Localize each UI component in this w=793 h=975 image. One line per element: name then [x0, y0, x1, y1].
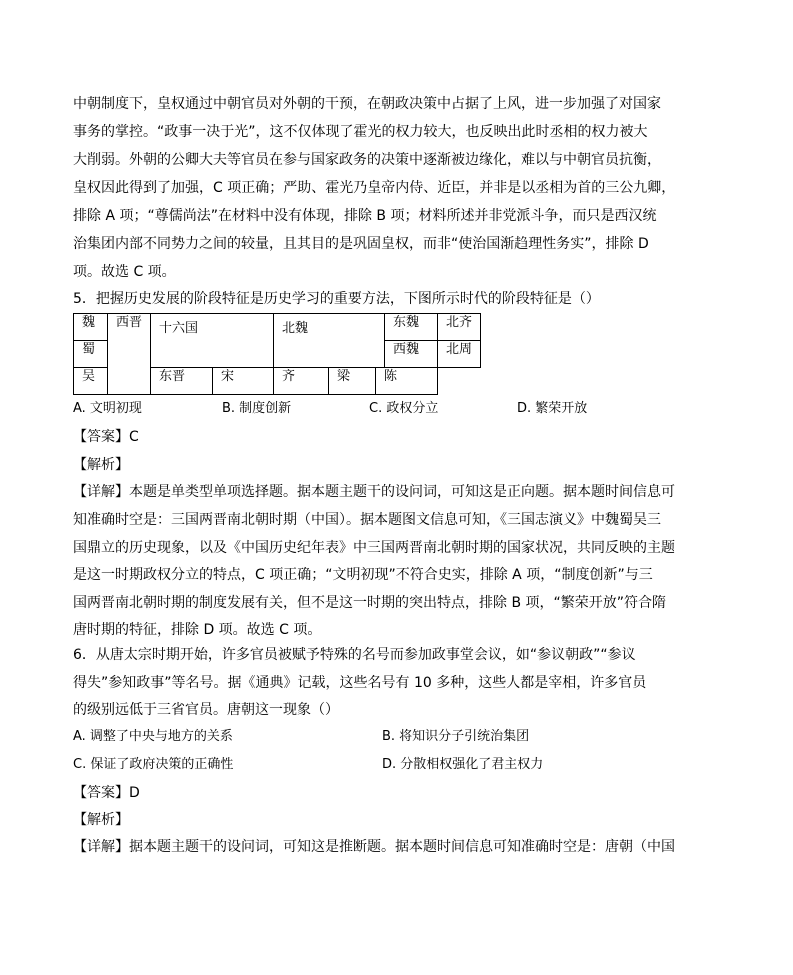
text-line: 知准确时空是：三国两晋南北朝时期（中国）。据本题图文信息可知，《三国志演义》中魏蜀吴三 [73, 512, 661, 528]
cell-xijin: 西晋 [108, 314, 151, 395]
option-a: A. 调整了中央与地方的关系 [73, 729, 233, 744]
text-line: 大削弱。外朝的公卿大夫等官员在参与国家政务的决策中逐渐被边缘化，难以与中朝官员抗衡， [73, 152, 661, 168]
text-line: 【详解】本题是单类型单项选择题。据本题主题干的设问词，可知这是正向题。据本题时间信息可 [73, 484, 675, 500]
cell-beiqi: 北齐 [438, 314, 481, 341]
text-line: 事务的掌控。“政事一决于光”，这不仅体现了霍光的权力较大，也反映出此时丞相的权力被大 [73, 124, 648, 140]
text-line: 皇权因此得到了加强，C 项正确；严助、霍光乃皇帝内侍、近臣，并非是以丞相为首的三公九卿， [73, 180, 676, 196]
option-c: C. 政权分立 [369, 401, 439, 416]
option-c: C. 保证了政府决策的正确性 [73, 757, 234, 772]
text-line: 治集团内部不同势力之间的较量，且其目的是巩固皇权，而非“使治国渐趋理性务实”，排除 D [73, 236, 649, 252]
option-b: B. 制度创新 [222, 401, 292, 416]
option-d: D. 分散相权强化了君主权力 [382, 757, 544, 772]
text-line: 唐时期的特征，排除 D 项。故选 C 项。 [73, 622, 322, 638]
question-5-stem: 5．把握历史发展的阶段特征是历史学习的重要方法，下图所示时代的阶段特征是（） [73, 291, 600, 307]
cell-shu: 蜀 [74, 341, 108, 368]
question-6-stem: 6．从唐太宗时期开始，许多官员被赋予特殊的名号而参加政事堂会议，如“参议朝政”“参议 [73, 647, 636, 663]
cell-beizhou: 北周 [438, 341, 481, 368]
text-line: 国鼎立的历史现象，以及《中国历史纪年表》中三国两晋南北朝时期的国家状况，共同反映的主题 [73, 540, 675, 556]
cell-qi: 齐 [274, 368, 329, 395]
cell-liang: 梁 [329, 368, 376, 395]
text-line: 国两晋南北朝时期的制度发展有关，但不是这一时期的突出特点，排除 B 项，“繁荣开放”符合隋 [73, 595, 667, 611]
cell-chen: 陈 [376, 368, 438, 395]
question-6-stem: 的级别远低于三省官员。唐朝这一现象（） [73, 702, 339, 718]
text-line: 中朝制度下，皇权通过中朝官员对外朝的干预，在朝政决策中占据了上风，进一步加强了对国家 [73, 96, 661, 112]
cell-dongjin: 东晋 [151, 368, 213, 395]
cell-wu: 吴 [74, 368, 108, 395]
text-line: 【详解】据本题主题干的设问词，可知这是推断题。据本题时间信息可知准确时空是：唐朝（中国 [73, 839, 675, 855]
answer-label: 【答案】C [73, 429, 139, 445]
text-line: 是这一时期政权分立的特点，C 项正确；“文明初现”不符合史实，排除 A 项，“制度创新”与三 [73, 567, 653, 583]
option-d: D. 繁荣开放 [517, 401, 588, 416]
option-b: B. 将知识分子引统治集团 [382, 729, 530, 744]
answer-label: 【答案】D [73, 785, 140, 801]
cell-wei: 魏 [74, 314, 108, 341]
cell-beiwei: 北魏 [274, 314, 385, 368]
option-a: A. 文明初现 [73, 401, 142, 416]
analysis-label: 【解析】 [73, 457, 129, 473]
dynasty-table [73, 313, 481, 395]
cell-shiliuguo: 十六国 [151, 314, 274, 368]
text-line: 排除 A 项；“尊儒尚法”在材料中没有体现，排除 B 项；材料所述并非党派斗争，而只是西汉统 [73, 208, 657, 224]
question-6-stem: 得失”参知政事”等名号。据《通典》记载，这些名号有 10 多种，这些人都是宰相，许多官员 [73, 675, 647, 691]
cell-dongwei: 东魏 [385, 314, 438, 341]
cell-xiwei: 西魏 [385, 341, 438, 368]
cell-song: 宋 [213, 368, 274, 395]
analysis-label: 【解析】 [73, 812, 129, 828]
text-line: 项。故选 C 项。 [73, 264, 176, 280]
